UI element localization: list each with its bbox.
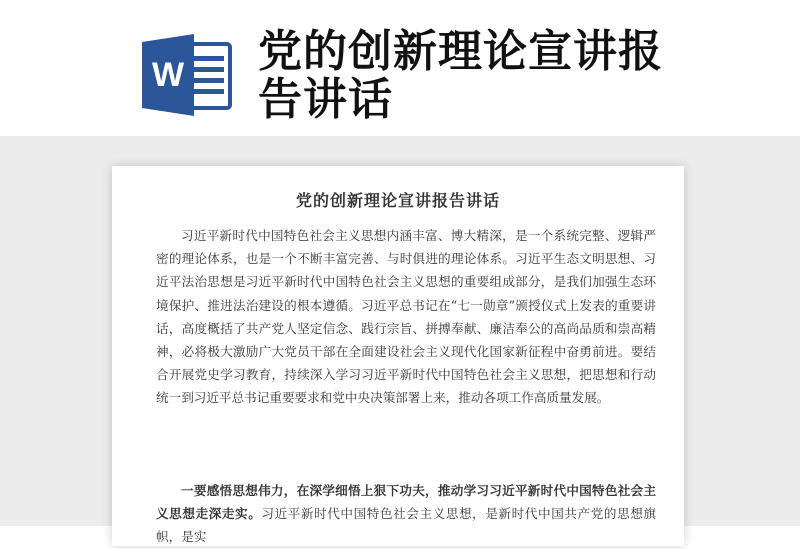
paragraph-2-lead: 一要感悟思想伟力，在深学细悟上狠下功夫，推动学习习近平新时代中国特色社会主义思想走深走实。 — [156, 483, 656, 522]
document-page — [112, 166, 684, 546]
document-heading: 党的创新理论宣讲报告讲话 — [295, 191, 500, 210]
word-document-icon — [138, 34, 234, 116]
word-icon-letter: W — [151, 56, 185, 94]
paragraph-2 — [156, 479, 656, 549]
paragraph-2-body: 习近平新时代中国特色社会主义思想，是新时代中国共产党的思想旗帜，是实 — [156, 506, 657, 545]
paragraph-1: 习近平新时代中国特色社会主义思想内涵丰富、博大精深，是一个系统完整、逻辑严密的理论体系，也是一个不断丰富完善、与时俱进的理论体系。习近平生态文明思想、习近平法治思想是习近平新时代中国特色社会主义思想的重要组成部分，是我们加强生态环境保护、推进法治建设的根本遵循。习近平总书记在“七一勋章”颁授仪式上发表的重要讲话，高度概括了共产党人坚定信念、践行宗旨、拼搏奉献、廉洁奉公的高尚品质和崇高精神，必将极大激励广大党员干部在全面建设社会主义现代化国家新征程中奋勇前进。要结合开展党史学习教育，持续深入学习习近平新时代中国特色社会主义思想，把思想和行动统一到习近平总书记重要要求和党中央决策部署上来，推动各项工作高质量发展。 — [156, 228, 656, 406]
banner-title: 党的创新理论宣讲报告讲话 — [258, 26, 663, 125]
